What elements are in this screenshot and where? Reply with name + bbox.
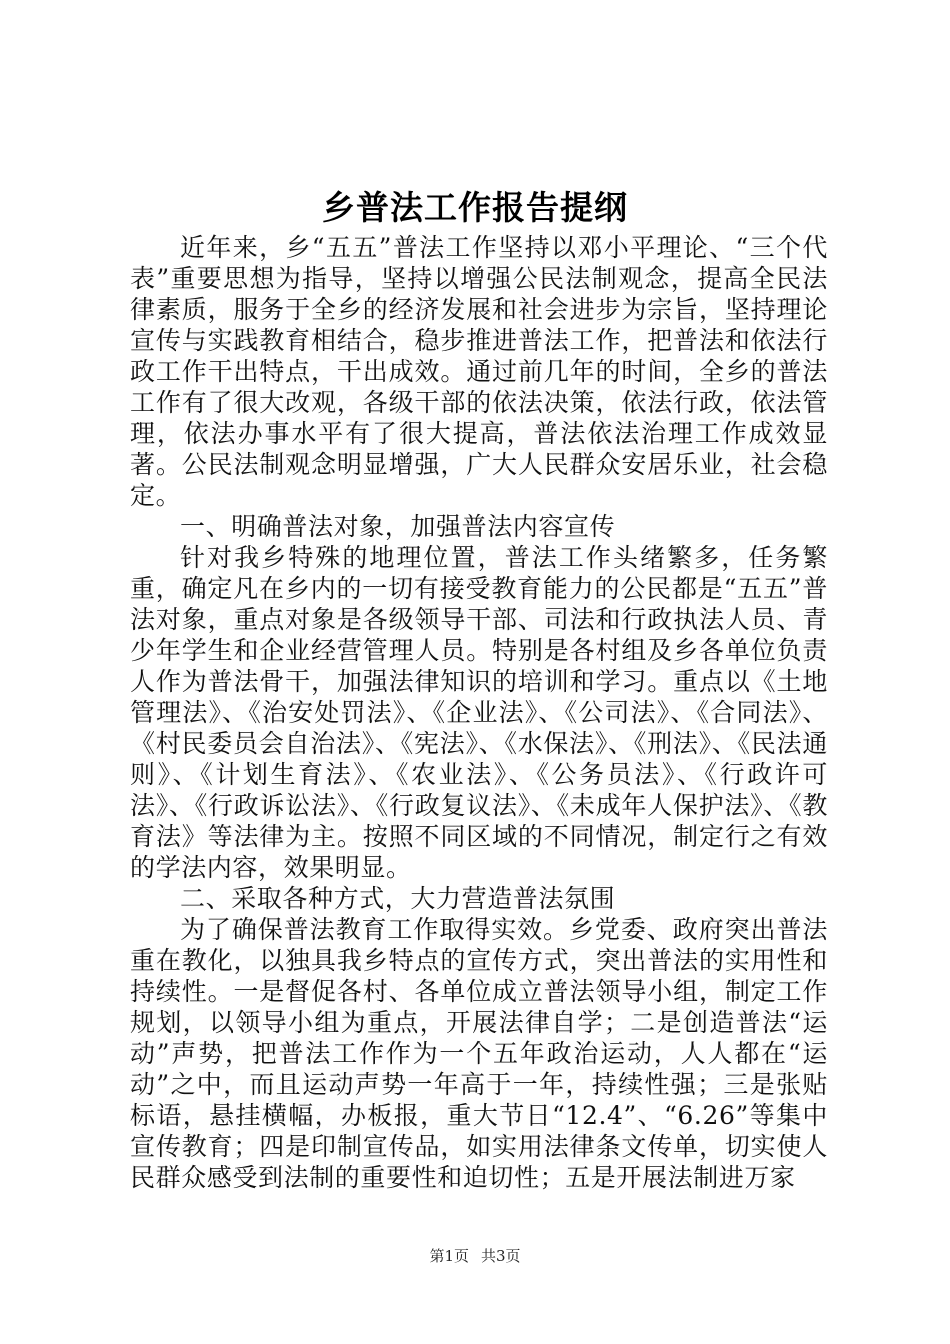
paragraph-intro: 近年来，乡“五五”普法工作坚持以邓小平理论、“三个代表”重要思想为指导，坚持以增强公民法制观念，提高全民法律素质，服务于全乡的经济发展和社会进步为宗旨，坚持理论宣传与实践教育相结合，稳步推进普法工作，把普法和依法行政工作干出特点，干出成效。通过前几年的时间，全乡的普法工作有了很大改观，各级干部的依法决策，依法行政，依法管理，依法办事水平有了很大提高，普法依法治理工作成效显著。公民法制观念明显增强，广大人民群众安居乐业，社会稳定。: [130, 233, 828, 510]
section-heading-2: 二、采取各种方式，大力营造普法氛围: [180, 884, 616, 913]
document-title: 乡普法工作报告提纲: [322, 188, 628, 227]
page-footer: [0, 1246, 950, 1266]
paragraph-section-1: 针对我乡特殊的地理位置，普法工作头绪繁多，任务繁重，确定凡在乡内的一切有接受教育能力的公民都是“五五”普法对象，重点对象是各级领导干部、司法和行政执法人员、青少年学生和企业经营管理人员。特别是各村组及乡各单位负责人作为普法骨干，加强法律知识的培训和学习。重点以《土地管理法》、《治安处罚法》、《企业法》、《公司法》、《合同法》、《村民委员会自治法》、《宪法》、《水保法》、《刑法》、《民法通则》、《计划生育法》、《农业法》、《公务员法》、《行政许可法》、《行政诉讼法》、《行政复议法》、《未成年人保护法》、《教育法》等法律为主。按照不同区域的不同情况，制定行之有效的学法内容，效果明显。: [130, 543, 828, 882]
document-body: [130, 232, 828, 1193]
paragraph-section-2: 为了确保普法教育工作取得实效。乡党委、政府突出普法重在教化，以独具我乡特点的宣传方式，突出普法的实用性和持续性。一是督促各村、各单位成立普法领导小组，制定工作规划，以领导小组为重点，开展法律自学；二是创造普法“运动”声势，把普法工作作为一个五年政治运动，人人都在“运动”之中，而且运动声势一年高于一年，持续性强；三是张贴标语，悬挂横幅，办板报，重大节日“12.4”、“6.26”等集中宣传教育；四是印制宣传品，如实用法律条文传单，切实使人民群众感受到法制的重要性和迫切性；五是开展法制进万家: [130, 915, 828, 1192]
page-number: 第1页: [429, 1247, 469, 1265]
page-total: 共3页: [481, 1247, 521, 1265]
section-heading-1: 一、明确普法对象，加强普法内容宣传: [180, 512, 616, 541]
